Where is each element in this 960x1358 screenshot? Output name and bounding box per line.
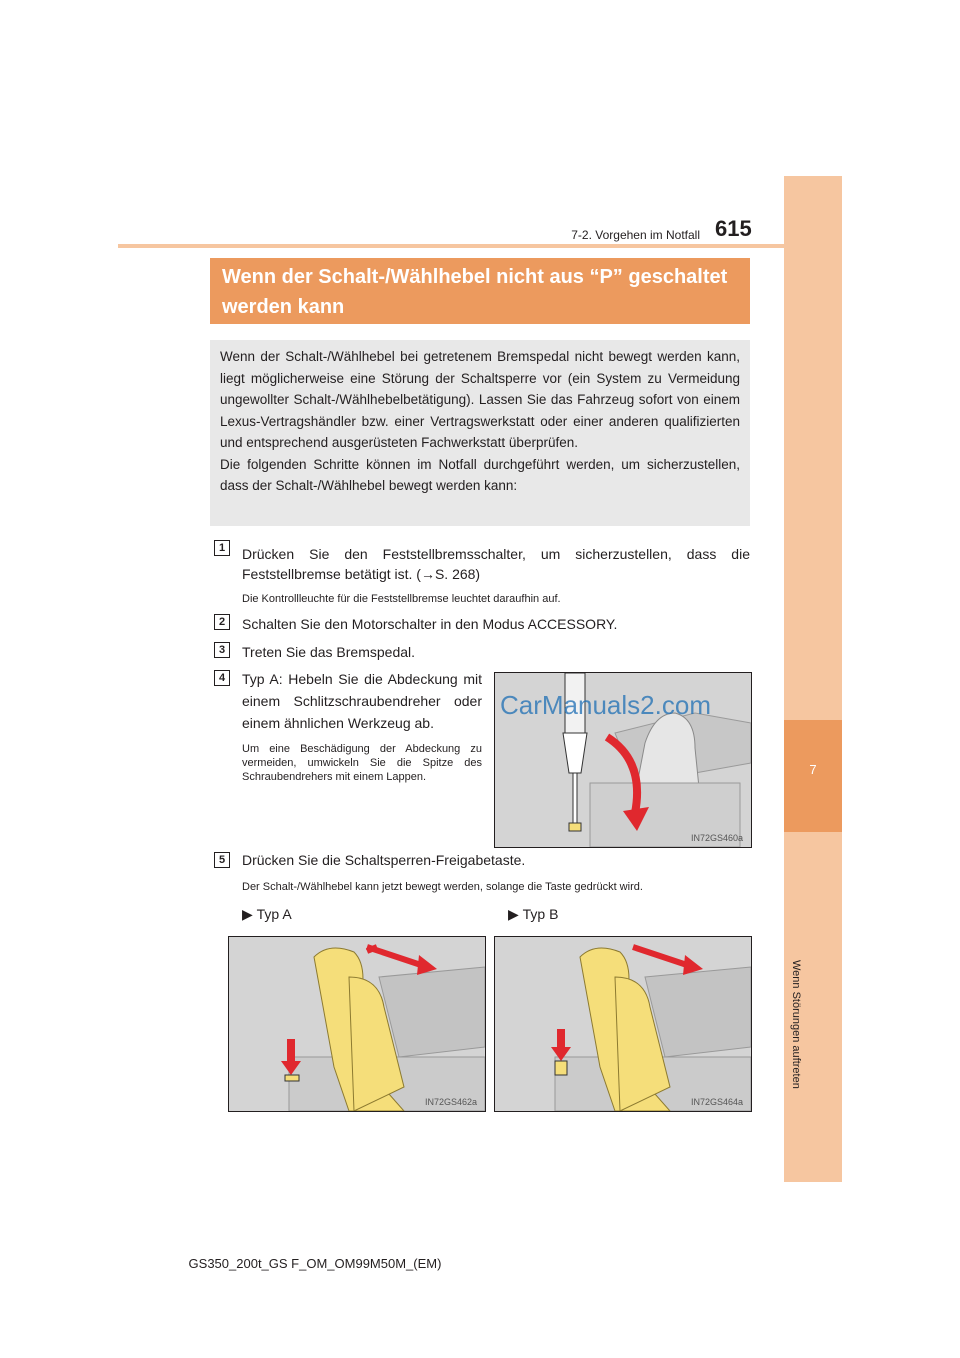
step-text: Schalten Sie den Motorschalter in den Modus ACCESSORY.: [242, 616, 618, 632]
step-note: Der Schalt-/Wählhebel kann jetzt bewegt werden, solange die Taste gedrückt wird.: [242, 881, 643, 893]
step-text: Treten Sie das Bremspedal.: [242, 644, 416, 660]
figure-code: IN72GS462a: [424, 1097, 477, 1107]
footer-doc-code: GS350_200t_GS F_OM_OM99M50M_(EM): [188, 1256, 442, 1271]
step-text: Drücken Sie die Schaltsperren-Freigabetaste.: [242, 852, 526, 868]
figure-code: IN72GS464a: [690, 1097, 743, 1107]
step-note: Die Kontrollleuchte für die Feststellbremse leuchtet daraufhin auf.: [242, 593, 561, 605]
step-number: 3: [214, 642, 230, 658]
page-number: 615: [715, 216, 752, 241]
chapter-label: Wenn Störungen auftreten: [790, 960, 802, 1089]
step-number: 1: [214, 540, 230, 556]
heading: Wenn der Schalt-/Wählhebel nicht aus “P” geschaltet werden kann: [222, 266, 728, 318]
typ-a-drawing: [229, 937, 485, 1111]
typ-b-caption: ▶ Typ B: [508, 906, 559, 922]
step-note: Um eine Beschädigung der Abdeckung zu vermeiden, umwickeln Sie die Spitze des Schraubendrehers mit einem Lappen.: [242, 743, 482, 783]
typ-b-illustration: [494, 936, 752, 1112]
chapter-number-tab: 7: [784, 720, 842, 832]
section-title: 7-2. Vorgehen im Notfall: [571, 228, 700, 242]
step-number: 2: [214, 614, 230, 630]
step-text: Typ A: Hebeln Sie die Abdeckung mit einem Schlitzschraubendreher oder einem ähnlichen Werkzeug ab.: [242, 671, 482, 731]
step-number: 4: [214, 670, 230, 686]
watermark: CarManuals2.com: [500, 690, 711, 720]
typ-a-caption: ▶ Typ A: [242, 906, 292, 922]
heading-box: [210, 258, 750, 324]
step-text: Drücken Sie den Feststellbremsschalter, um sicherzustellen, dass die Feststellbremse betätigt ist. (→S. 268): [242, 546, 750, 582]
typ-a-illustration: [228, 936, 486, 1112]
typ-b-drawing: [495, 937, 751, 1111]
figure-code: IN72GS460a: [690, 833, 743, 843]
step-number: 5: [214, 852, 230, 868]
intro-box: [210, 340, 750, 526]
header-rule: [118, 244, 784, 248]
intro-paragraph: Wenn der Schalt-/Wählhebel bei getretenem Bremspedal nicht bewegt werden kann, liegt möglicherweise eine Störung der Schaltsperre vor (ein System zu Vermeidung ungewollter Schalt-/Wählhebelbetätigung). Lassen Sie das Fahrzeug sofort von einem Lexus-Vertragshändler bzw. einer Vertragswerkstatt oder einer anderen qualifizierten und entsprechend ausgerüsteten Fachwerkstatt überprüfen.: [220, 349, 740, 450]
intro-paragraph-2: Die folgenden Schritte können im Notfall durchgeführt werden, um sicherzustellen, dass der Schalt-/Wählhebel bewegt werden kann:: [220, 456, 740, 493]
